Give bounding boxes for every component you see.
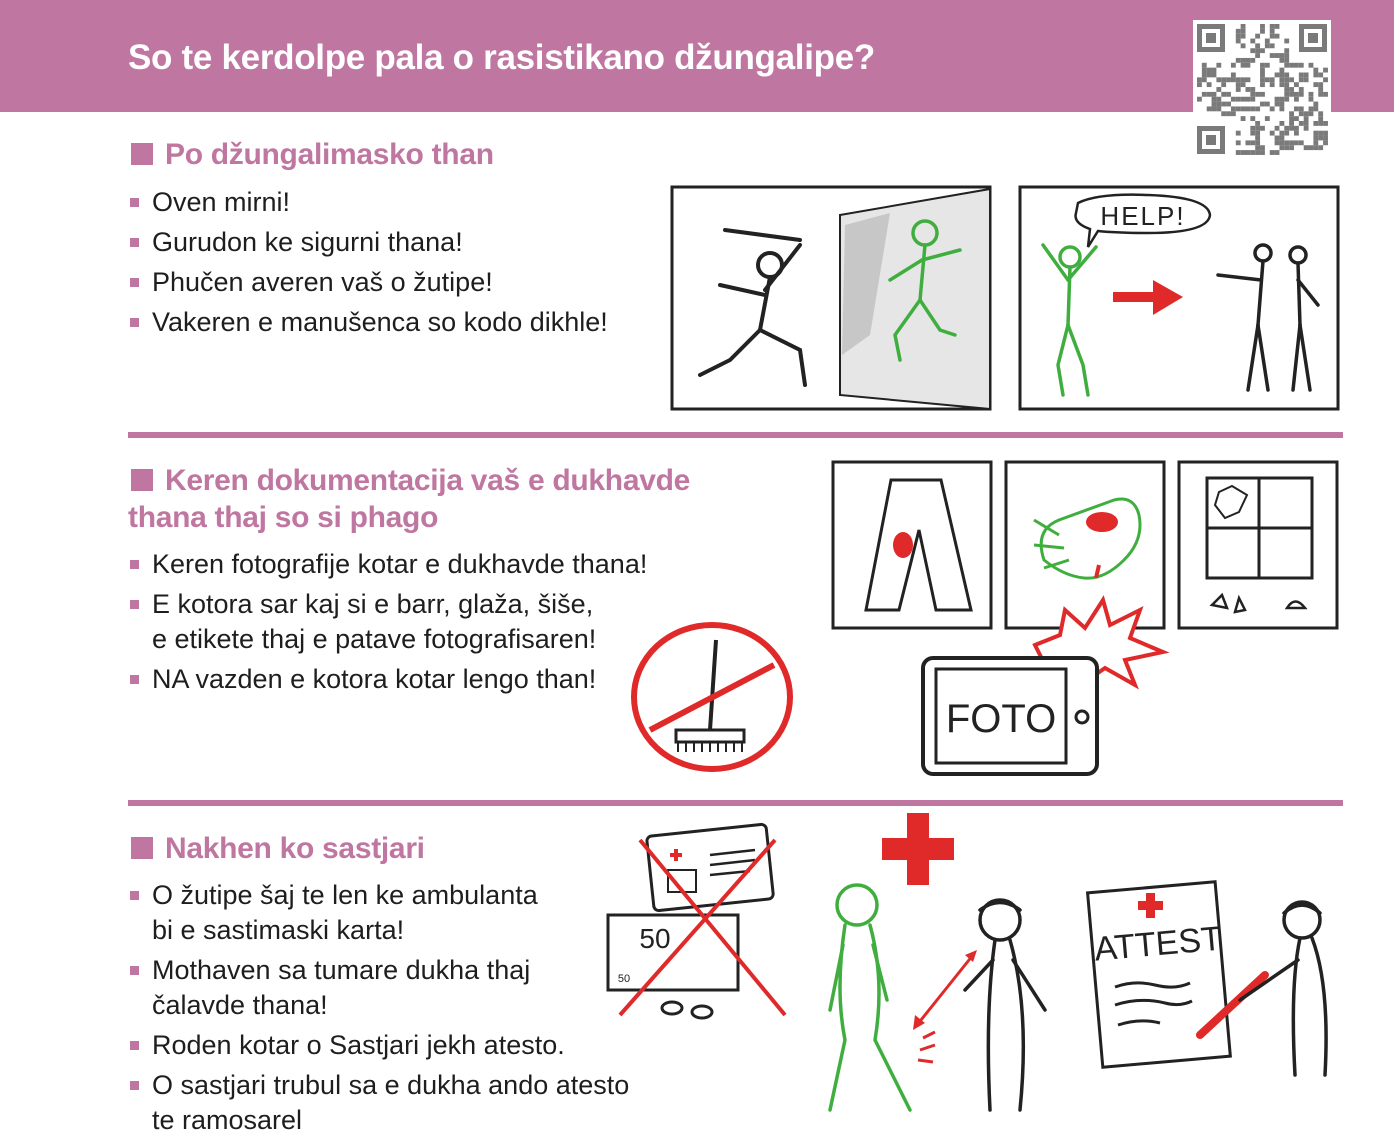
phone-camera-icon [920,655,1102,779]
qr-code-icon[interactable] [1193,20,1331,158]
list-item: NA vazden e kotora kotar lengo than! [128,662,647,697]
attest-label: ATTEST [1092,919,1224,969]
list-item-continuation: te ramosarel [152,1105,303,1135]
foto-label: FOTO [945,697,1057,741]
medical-certificate-illustration [1080,875,1345,1075]
section-divider [128,432,1343,438]
scene-list [128,185,608,345]
list-item: Phučen averen vaš o žutipe! [128,265,608,300]
list-item: O žutipe šaj te len ke ambulanta [128,878,629,913]
no-broom-icon [628,620,796,775]
money-label: 50 [639,923,671,954]
list-item-continuation: bi e sastimaski karta! [152,915,405,945]
list-item: Keren fotografije kotar e dukhavde thana! [128,547,647,582]
money-small-label: 50 [617,973,631,985]
help-illustration [1018,185,1340,413]
list-item: Vakeren e manušenca so kodo dikhle! [128,305,608,340]
documentation-list [128,547,647,702]
section-divider [128,800,1343,806]
list-item-continuation: čalavde thana! [152,990,328,1020]
list-item-continuation: e etikete thaj e patave fotografisaren! [152,624,597,654]
help-bubble-text: HELP! [1100,201,1186,231]
list-item: Roden kotar o Sastjari jekh atesto. [128,1028,629,1063]
no-insurance-card-illustration [600,820,795,1025]
list-item: Mothaven sa tumare dukha thaj [128,953,629,988]
section-title-doctor: Nakhen ko sastjari [131,830,425,867]
flee-illustration [670,185,994,413]
section-title-scene: Po džungalimasko than [131,136,494,173]
section-title-documentation: Keren dokumentacija vaš e dukhavde thana thaj so si phago [128,464,691,534]
torn-trousers-illustration [831,460,993,630]
broken-window-illustration [1177,460,1339,630]
list-item: Gurudon ke sigurni thana! [128,225,608,260]
list-item: O sastjari trubul sa e dukha ando atesto [128,1068,629,1103]
doctor-patient-illustration [815,810,1065,1120]
doctor-list [128,878,629,1143]
list-item: E kotora sar kaj si e barr, glaža, šiše, [128,587,647,622]
list-item: Oven mirni! [128,185,608,220]
page-title: So te kerdolpe pala o rasistikano džungalipe? [128,38,875,77]
square-bullet-icon [131,143,153,165]
square-bullet-icon [131,469,153,491]
square-bullet-icon [131,837,153,859]
header-banner [0,0,1394,112]
